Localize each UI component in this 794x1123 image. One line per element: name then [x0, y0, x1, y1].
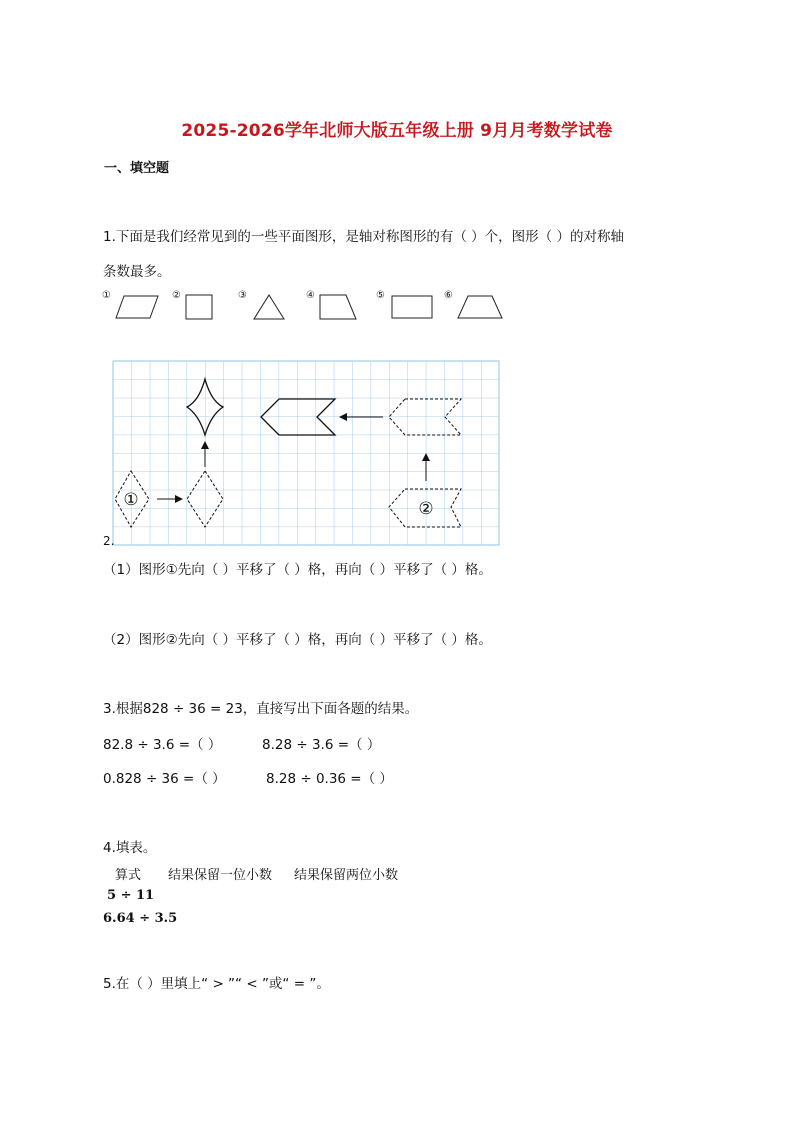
q3-item-1: 82.8 ÷ 3.6 =（ ）	[103, 737, 222, 753]
q3-item-3: 0.828 ÷ 36 =（ ）	[103, 771, 226, 787]
rectangle-icon	[390, 294, 434, 320]
q4-header-two-decimal: 结果保留两位小数	[294, 868, 399, 883]
q2-number: 2.	[103, 534, 115, 548]
q2-grid-figure	[113, 361, 501, 551]
q4-header-expression: 算式	[115, 868, 142, 883]
q3-item-2: 8.28 ÷ 3.6 =（ ）	[262, 737, 381, 753]
q3-stem: 3.根据828 ÷ 36 = 23，直接写出下面各题的结果。	[103, 701, 419, 717]
q5-stem: 5.在（ ）里填上“ > ”“ < ”或“ = ”。	[103, 976, 330, 992]
figure-1-label: ①	[123, 490, 139, 510]
shape-mark-1: ①	[102, 290, 111, 301]
q4-stem: 4.填表。	[103, 840, 157, 856]
q2-sub2: （2）图形②先向（ ）平移了（ ）格，再向（ ）平移了（ ）格。	[103, 632, 492, 648]
triangle-icon	[252, 293, 286, 321]
shape-mark-5: ⑤	[376, 290, 385, 301]
q1-shapes-row	[100, 288, 520, 324]
parallelogram-icon	[114, 294, 160, 320]
q4-header-one-decimal: 结果保留一位小数	[168, 868, 273, 883]
shape-mark-6: ⑥	[444, 290, 453, 301]
q4-row-2-expression: 6.64 ÷ 3.5	[103, 911, 178, 926]
figure-2-label: ②	[418, 499, 434, 519]
q3-item-4: 8.28 ÷ 0.36 =（ ）	[266, 771, 393, 787]
shape-mark-3: ③	[238, 290, 247, 301]
section-heading: 一、填空题	[104, 161, 170, 176]
square-icon	[184, 293, 214, 321]
shape-mark-4: ④	[306, 290, 315, 301]
right-trapezoid-icon	[318, 293, 358, 321]
q2-sub1: （1）图形①先向（ ）平移了（ ）格，再向（ ）平移了（ ）格。	[103, 562, 492, 578]
q4-row-1-expression: 5 ÷ 11	[107, 888, 155, 903]
q1-text-line2: 条数最多。	[103, 264, 171, 280]
shape-mark-2: ②	[172, 290, 181, 301]
q1-text-line1: 1.下面是我们经常见到的一些平面图形，是轴对称图形的有（ ）个，图形（ ）的对称轴	[103, 229, 624, 245]
isosceles-trapezoid-icon	[456, 294, 504, 320]
page-title: 2025-2026学年北师大版五年级上册 9月月考数学试卷	[181, 121, 613, 141]
